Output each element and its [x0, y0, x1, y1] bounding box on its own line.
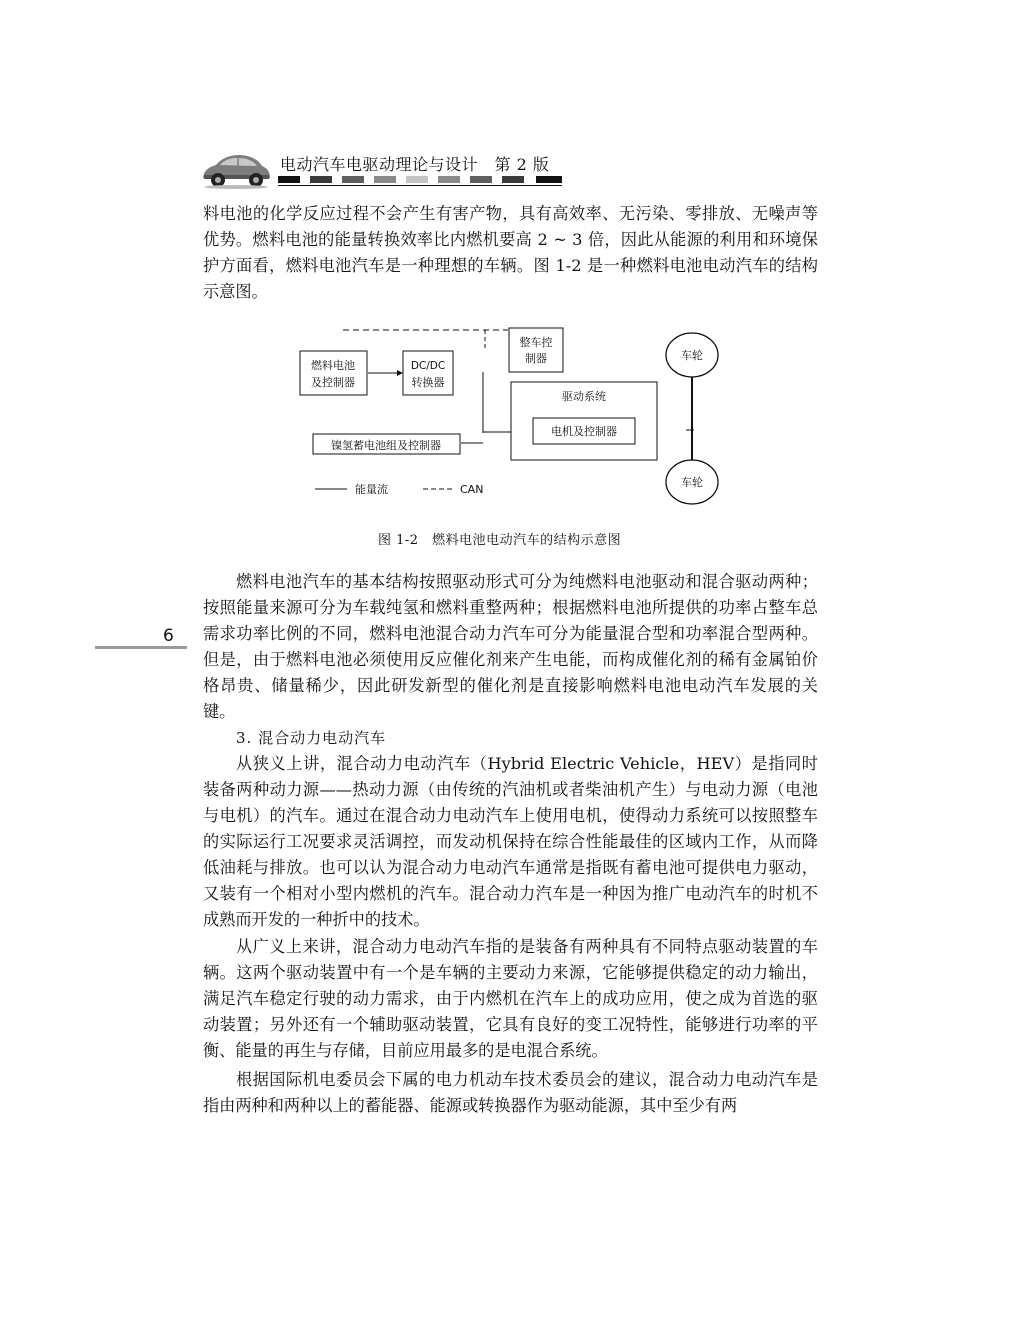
page-number-rule [95, 646, 187, 649]
paragraph-fuel-cell-structure: 燃料电池汽车的基本结构按照驱动形式可分为纯燃料电池驱动和混合驱动两种；按照能量来源可分为车载纯氢和燃料重整两种；根据燃料电池所提供的功率占整车总需求功率比例的不同，燃料电池混合动力汽车可分为能量混合型和功率混合型两种。但是，由于燃料电池必须使用反应催化剂来产生电能，而构成催化剂的稀有金属铂价格昂贵、储量稀少，因此研发新型的催化剂是直接影响燃料电池电动汽车发展的关键。 [203, 572, 818, 721]
header-decorative-bar [278, 176, 562, 183]
block-fuel-cell-label-2: 及控制器 [311, 376, 355, 389]
paragraph-hev-narrow-definition: 从狭义上讲，混合动力电动汽车（Hybrid Electric Vehicle，HEV）是指同时装备两种动力源——热动力源（由传统的汽油机或者柴油机产生）与电动力源（电池与电机）的汽车。通过在混合动力电动汽车上使用电机，使得动力系统可以按照整车的实际运行工况要求灵活调控，而发动机保持在综合性能最佳的区域内工作，从而降低油耗与排放。也可以认为混合动力电动汽车通常是指既有蓄电池可提供电力驱动，又装有一个相对小型内燃机的汽车。混合动力汽车是一种因为推广电动汽车的时机不成熟而开发的一种折中的技术。 [203, 754, 818, 929]
wheel-bottom-label: 车轮 [681, 476, 703, 489]
paragraph-hev-iec-definition: 根据国际机电委员会下属的电力机动车技术委员会的建议，混合动力电动汽车是指由两种和两种以上的蓄能器、能源或转换器作为驱动能源，其中至少有两 [203, 1070, 818, 1115]
block-vehicle-controller [509, 328, 563, 372]
legend-energy-flow-label: 能量流 [355, 483, 388, 496]
figure-caption: 图 1-2 燃料电池电动汽车的结构示意图 [378, 533, 622, 548]
wheel-top-label: 车轮 [681, 349, 703, 362]
paragraph-hev-broad-definition: 从广义上来讲，混合动力电动汽车指的是装备有两种具有不同特点驱动装置的车辆。这两个驱动装置中有一个是车辆的主要动力来源，它能够提供稳定的动力输出，满足汽车稳定行驶的动力需求，由于内燃机在汽车上的成功应用，使之成为首选的驱动装置；另外还有一个辅助驱动装置，它具有良好的变工况特性，能够进行功率的平衡、能量的再生与存储，目前应用最多的是电混合系统。 [203, 937, 818, 1060]
block-fuel-cell-label-1: 燃料电池 [311, 359, 355, 372]
block-battery-label: 镍氢蓄电池组及控制器 [331, 439, 441, 452]
section-heading-hybrid: 3. 混合动力电动汽车 [236, 729, 387, 747]
block-vehicle-controller-label-1: 整车控 [519, 336, 553, 349]
block-dcdc-label-1: DC/DC [410, 360, 446, 372]
car-logo-icon [200, 148, 272, 190]
block-dcdc-label-2: 转换器 [411, 376, 445, 389]
page-number: 6 [163, 626, 174, 646]
figure-fuel-cell-vehicle-structure [295, 318, 735, 518]
paragraph-fuel-cell-advantages: 料电池的化学反应过程不会产生有害产物，具有高效率、无污染、零排放、无噪声等优势。燃料电池的能量转换效率比内燃机要高 2 ~ 3 倍，因此从能源的利用和环境保护方面看，燃料电池汽车是一种理想的车辆。图 1-2 是一种燃料电池电动汽车的结构示意图。 [203, 204, 818, 301]
block-motor-controller-label: 电机及控制器 [551, 425, 617, 438]
running-title: 电动汽车电驱动理论与设计 第 2 版 [280, 155, 550, 174]
legend-can-label: CAN [460, 483, 484, 496]
block-vehicle-controller-label-2: 制器 [525, 352, 547, 365]
block-drive-system-label: 驱动系统 [562, 390, 606, 403]
header-rule [278, 185, 562, 186]
